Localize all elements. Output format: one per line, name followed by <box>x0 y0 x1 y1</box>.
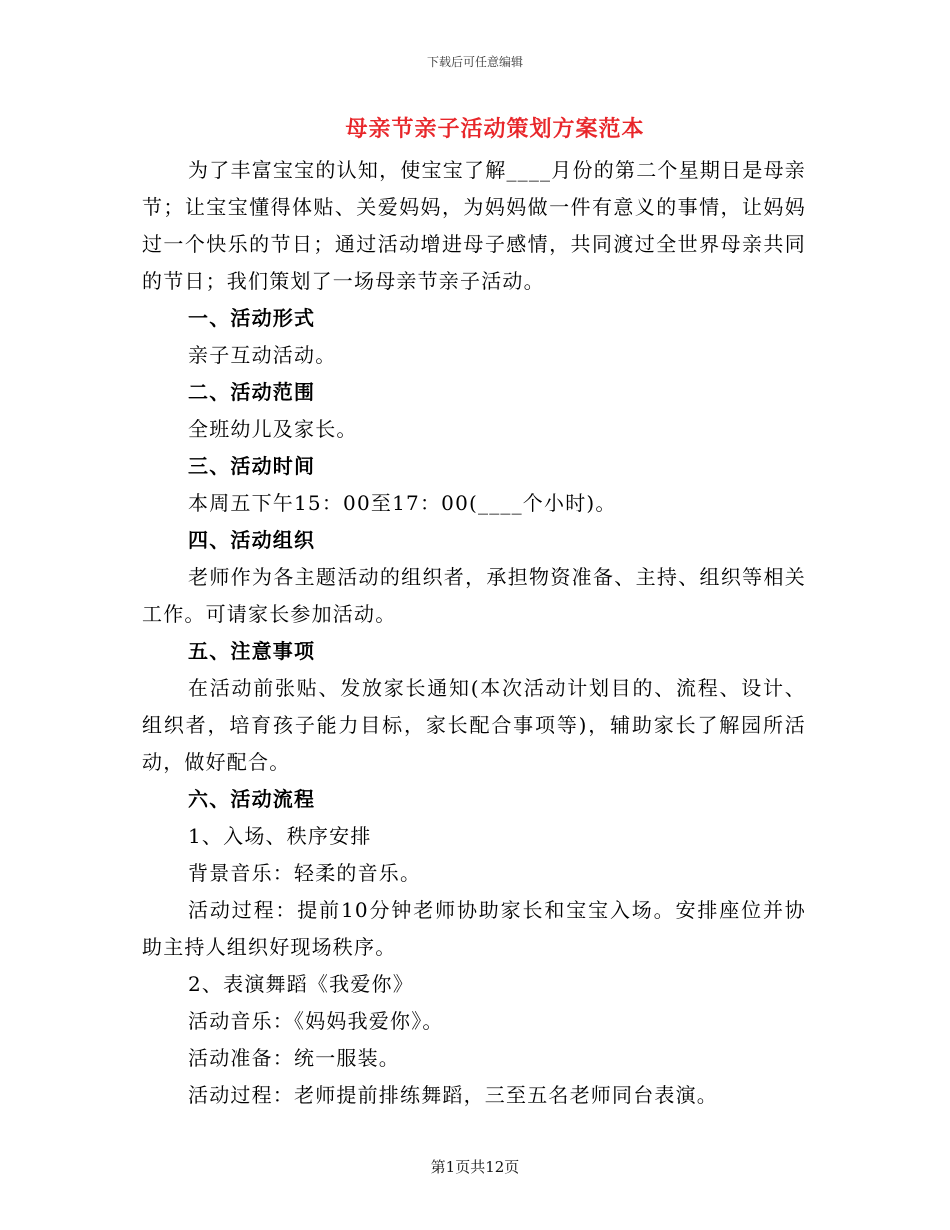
section-heading-scope: 二、活动范围 <box>188 380 316 404</box>
process-step-2-activity: 活动过程：老师提前排练舞蹈，三至五名老师同台表演。 <box>188 1083 718 1107</box>
document-body <box>142 152 806 1114</box>
section-heading-organization: 四、活动组织 <box>188 528 316 552</box>
process-step-1-music: 背景音乐：轻柔的音乐。 <box>188 861 422 885</box>
page-footer: 第1页共12页 <box>430 1158 520 1176</box>
organization-paragraph: 老师作为各主题活动的组织者，承担物资准备、主持、组织等相关工作。可请家长参加活动。 <box>142 565 806 626</box>
header-note: 下载后可任意编辑 <box>426 55 523 69</box>
section-heading-notes: 五、注意事项 <box>188 639 316 663</box>
process-step-1-title: 1、入场、秩序安排 <box>188 824 372 848</box>
intro-paragraph: 为了丰富宝宝的认知，使宝宝了解____月份的第二个星期日是母亲节；让宝宝懂得体贴、关爱妈妈，为妈妈做一件有意义的事情，让妈妈过一个快乐的节日；通过活动增进母子感情，共同渡过全世界母亲共同的节日；我们策划了一场母亲节亲子活动。 <box>142 158 806 293</box>
process-step-1-activity: 活动过程：提前10分钟老师协助家长和宝宝入场。安排座位并协助主持人组织好现场秩序。 <box>142 898 806 959</box>
section-heading-process: 六、活动流程 <box>188 787 316 811</box>
form-paragraph: 亲子互动活动。 <box>188 343 337 367</box>
scope-paragraph: 全班幼儿及家长。 <box>188 417 358 441</box>
notes-paragraph: 在活动前张贴、发放家长通知(本次活动计划目的、流程、设计、组织者，培育孩子能力目标，家长配合事项等)，辅助家长了解园所活动，做好配合。 <box>142 676 806 774</box>
section-heading-time: 三、活动时间 <box>188 454 316 478</box>
time-paragraph: 本周五下午15：00至17：00(____个小时)。 <box>188 491 617 515</box>
document-title: 母亲节亲子活动策划方案范本 <box>345 116 645 142</box>
process-step-2-preparation: 活动准备：统一服装。 <box>188 1046 400 1070</box>
process-step-2-title: 2、表演舞蹈《我爱你》 <box>188 972 414 996</box>
section-heading-form: 一、活动形式 <box>188 306 316 330</box>
process-step-2-music: 活动音乐：《妈妈我爱你》。 <box>188 1009 444 1033</box>
